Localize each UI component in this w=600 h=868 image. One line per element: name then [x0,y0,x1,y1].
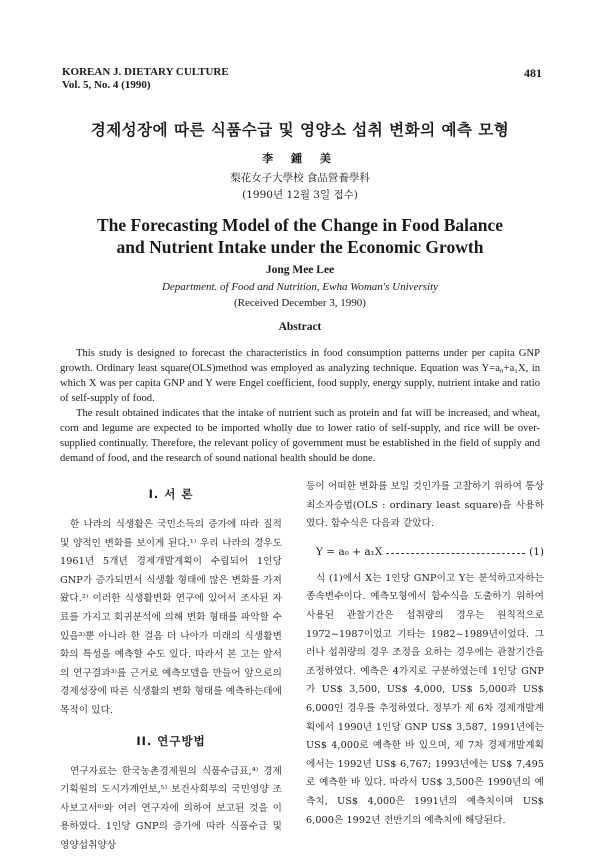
equation-number: (1) [529,545,544,558]
korean-received-date: (1990년 12월 3일 접수) [242,189,358,201]
english-title-line1: The Forecasting Model of the Change in Food Balance [96,215,504,235]
journal-name: KOREAN J. DIETARY CULTURE [62,66,229,78]
regression-equation [306,546,544,558]
forecast-description-paragraph: 식 (1)에서 X는 1인당 GNP이고 Y는 분석하고자하는 종속변수이다. 예측모형에서 함수식을 도출하기 위하여 사용된 관찰기간은 섭취량의 경우는 원칙적으로 1972~1987이었고 기타는 1982~1989년이었다. 그러나 섭취량의 경우 조정을 요하는 경우에는 관찰기간을 조정하였다. 예측은 4가지로 구분하였는데 1인당 GNP가 US$ 3,500, US$ 4,000, US$ 5,000과 US$ 6,000인 경우를 추정하였다. 정부가 제 6차 경제개발계획에서 1990년 1인당 GNP US$ 3,587, 1991년에는 US$ 4,000로 예측한 바 있으며, 제 7차 경제개발계획에서는 1992년 US$ 6,767; 1993년에는 US$ 7,495로 예측한 바 있다. 따라서 US$ 3,500은 1990년의 예측치, US$ 4,000은 1991년의 예측치이며 US$ 6,000은 1992년 전반기의 예측치에 해당된다. [306,572,544,826]
english-title [0,214,600,258]
abstract-heading: Abstract [278,321,322,333]
english-author: Jong Mee Lee [265,264,335,276]
korean-author: 李 鍾 美 [262,152,338,165]
methods-paragraph: 연구자료는 한국농촌경제원의 식품수급표,⁴⁾ 경제기획원의 도시가계연보,⁵⁾ 보건사회부의 국민영양 조사보고서⁶⁾와 여러 연구자에 의하여 보고된 것을 이용하였다. 1인당 GNP의 증가에 따라 식품수급 및 영양섭취양상 [60,765,282,851]
korean-affiliation: 梨花女子大學校 食品營養學科 [230,172,370,184]
equation-leader-dots [386,553,525,554]
left-column [60,478,282,868]
english-title-line2: and Nutrient Intake under the Economic Growth [116,237,484,257]
english-received-date: (Received December 3, 1990) [234,297,366,309]
equation-formula: Y = a₀ + a₁X [316,545,383,558]
journal-header [62,66,229,92]
korean-title: 경제성장에 따른 식품수급 및 영양소 섭취 변화의 예측 모형 [90,121,510,139]
abstract-paragraph-2: The result obtained indicates that the intake of nutrient such as protein and fat will be increased, and wheat, corn and legume are expected to be imported wholly due to lower ratio of self-supply, and rice will be over-supplied continually. Therefore, the relevant policy of government must be established in the field of supply and demand of food, and the research of sound national health should be done. [60,408,540,464]
methods-continued-paragraph: 등이 어떠한 변화를 보일 것인가를 고찰하기 위하여 통상최소자승법(OLS : ordinary least square)을 사용하였다. 함수식은 다음과 같았다. [306,481,544,530]
english-affiliation: Department. of Food and Nutrition, Ewha Woman's University [161,281,439,293]
section-heading-methods: II. 연구방법 [136,733,206,748]
abstract-paragraph-1: This study is designed to forecast the characteristics in food consumption patterns under per capita GNP growth. Ordinary least square(OLS)method was employed as analyzing technique. Equation was Y=a₀+a₁X, in which X was per capita GNP and Y were Engel coefficient, food supply, energy supply, nutrient intake and ratio of self-supply of food. [60,348,540,404]
section-heading-introduction: I. 서 론 [148,487,194,501]
page-number: 481 [524,66,542,80]
introduction-paragraph: 한 나라의 식생활은 국민소득의 증가에 따라 질적 및 양적인 변화를 보이게 된다.¹⁾ 우리 나라의 경우도 1961년 5개년 경제개발계획이 수립되어 1인당 GNP가 증가되면서 식생활 형태에 많은 변화를 가져왔다.²⁾ 이러한 식생활변화 연구에 있어서 조사된 자료를 가지고 회귀분석에 의해 변화 형태를 파악할 수 있을³⁾뿐 아니라 한 걸음 더 나아가 미래의 식생활변화의 특성을 예측할 수도 있다. 따라서 본 고는 앞서의 연구결과³⁾를 근거로 예측모델을 만들어 앞으로의 경제성장에 따른 식생활의 변화 형태를 예측하는데에 목적이 있다. [60,519,282,716]
journal-volume: Vol. 5, No. 4 (1990) [62,79,151,91]
right-column [306,478,544,842]
